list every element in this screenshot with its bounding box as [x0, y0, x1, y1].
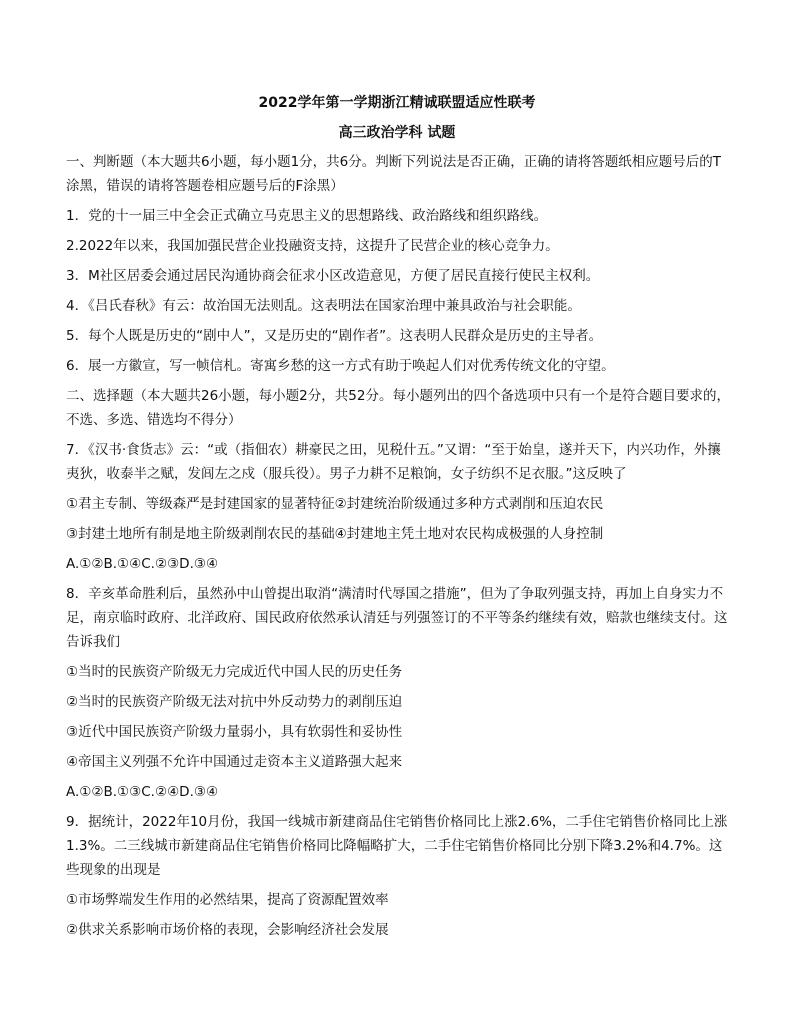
question-8-option-3: ③近代中国民族资产阶级力量弱小，具有软弱性和妥协性 [66, 724, 403, 740]
question-7-choices: A.①②B.①④C.②③D.③④ [66, 556, 219, 572]
question-8-option-4: ④帝国主义列强不允许中国通过走资本主义道路强大起来 [66, 754, 403, 770]
section1-heading: 一、判断题（本大题共6小题，每小题1分，共6分。判断下列说法是否正确，正确的请将答题纸相应题号后的T涂黑，错误的请将答题卷相应题号后的F涂黑） [66, 154, 722, 194]
judgement-item-3: 3．M社区居委会通过居民沟通协商会征求小区改造意见，方便了居民直接行使民主权利。 [66, 268, 600, 284]
judgement-item-4: 4．《吕氏春秋》有云：故治国无法则乱。这表明法在国家治理中兼具政治与社会职能。 [66, 298, 581, 314]
question-8-stem: 8．辛亥革命胜利后，虽然孙中山曾提出取消“满清时代辱国之措施”，但为了争取列强支持，再加上自身实力不足，南京临时政府、北洋政府、国民政府依然承认清廷与列强签订的不平等条约继续有效，赔款也继续支付。这告诉我们 [66, 586, 728, 650]
question-8-option-1: ①当时的民族资产阶级无力完成近代中国人民的历史任务 [66, 664, 403, 680]
judgement-item-5: 5．每个人既是历史的“剧中人”，又是历史的“剧作者”。这表明人民群众是历史的主导者。 [66, 328, 603, 344]
exam-title: 2022学年第一学期浙江精诚联盟适应性联考 [258, 95, 536, 111]
judgement-item-1: 1．党的十一届三中全会正式确立马克思主义的思想路线、政治路线和组织路线。 [66, 208, 548, 224]
exam-content [66, 150, 734, 948]
question-8-option-2: ②当时的民族资产阶级无法对抗中外反动势力的剥削压迫 [66, 694, 403, 710]
question-7-stem: 7．《汉书·食货志》云：“或（指佃农）耕豪民之田，见税什五。”又谓：“至于始皇，遂并天下，内兴功作，外攘夷狄，收泰半之赋，发闾左之戍（服兵役）。男子力耕不足粮饷，女子纺织不足衣服。”这反映了 [66, 442, 721, 482]
question-7-option-line-1: ①君主专制、等级森严是封建国家的显著特征②封建统治阶级通过多种方式剥削和压迫农民 [66, 496, 604, 512]
exam-subtitle: 高三政治学科 试题 [338, 125, 456, 141]
judgement-item-2: 2.2022年以来，我国加强民营企业投融资支持，这提升了民营企业的核心竞争力。 [66, 238, 559, 254]
section2-heading: 二、选择题（本大题共26小题，每小题2分，共52分。每小题列出的四个备选项中只有一个是符合题目要求的，不选、多选、错选均不得分） [66, 388, 730, 428]
judgement-item-6: 6．展一方徽宣，写一帧信札。寄寓乡愁的这一方式有助于唤起人们对优秀传统文化的守望。 [66, 358, 615, 374]
question-9-option-1: ①市场弊端发生作用的必然结果，提高了资源配置效率 [66, 892, 389, 908]
question-9-stem: 9．据统计，2022年10月份，我国一线城市新建商品住宅销售价格同比上涨2.6%，二手住宅销售价格同比上涨1.3%。二三线城市新建商品住宅销售价格同比降幅略扩大，二手住宅销售价格同比分别下降3.2%和4.7%。这些现象的出现是 [66, 814, 728, 878]
question-7-option-line-2: ③封建土地所有制是地主阶级剥削农民的基础④封建地主凭土地对农民构成极强的人身控制 [66, 526, 604, 542]
question-8-choices: A.①②B.①③C.②④D.③④ [66, 784, 219, 800]
question-9-option-2: ②供求关系影响市场价格的表现，会影响经济社会发展 [66, 922, 389, 938]
